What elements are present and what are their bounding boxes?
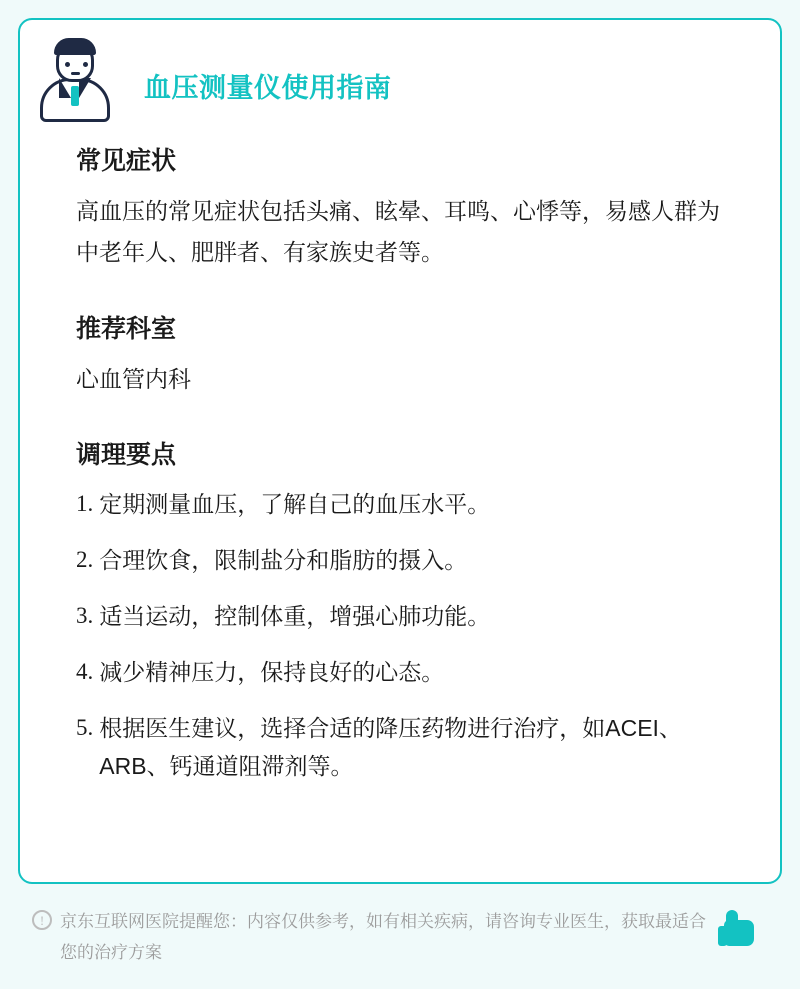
section-body-symptoms: 高血压的常见症状包括头痛、眩晕、耳鸣、心悸等，易感人群为中老年人、肥胖者、有家族史者等。 <box>76 198 720 265</box>
avatar-hair <box>54 38 96 55</box>
guide-card <box>18 18 782 884</box>
section-body-department: 心血管内科 <box>76 366 191 392</box>
list-item <box>76 597 742 635</box>
page-title: 血压测量仪使用指南 <box>144 73 392 103</box>
list-item-number: 2. <box>76 547 94 572</box>
tips-list <box>58 485 742 785</box>
avatar-eye-left <box>65 62 70 67</box>
info-icon: ! <box>32 910 52 930</box>
avatar-eye-right <box>83 62 88 67</box>
list-item <box>76 653 742 691</box>
list-item-text: 根据医生建议，选择合适的降压药物进行治疗，如ACEI、ARB、钙通道阻滞剂等。 <box>99 715 682 779</box>
avatar-mouth <box>71 72 80 75</box>
list-item-text: 合理饮食，限制盐分和脂肪的摄入。 <box>99 547 468 573</box>
disclaimer-text: 京东互联网医院提醒您：内容仅供参考，如有相关疾病，请咨询专业医生，获取最适合您的治疗方案 <box>60 912 706 962</box>
list-item <box>76 709 742 785</box>
thumb-up-palm <box>724 920 754 946</box>
section-heading-tips: 调理要点 <box>76 441 177 469</box>
list-item-number: 1. <box>76 491 94 516</box>
list-item-text: 适当运动，控制体重，增强心肺功能。 <box>99 603 491 629</box>
list-item-text: 减少精神压力，保持良好的心态。 <box>99 659 445 685</box>
thumb-up-cuff <box>718 926 727 946</box>
list-item-number: 5. <box>76 715 94 740</box>
section-heading-department: 推荐科室 <box>76 315 177 343</box>
list-item-number: 4. <box>76 659 94 684</box>
disclaimer-footer <box>18 884 782 968</box>
list-item <box>76 541 742 579</box>
avatar-tie <box>71 86 79 106</box>
doctor-avatar-icon <box>32 34 118 120</box>
list-item-number: 3. <box>76 603 94 628</box>
section-heading-symptoms: 常见症状 <box>76 147 177 175</box>
thumbs-up-icon[interactable] <box>716 908 760 952</box>
list-item <box>76 485 742 523</box>
list-item-text: 定期测量血压，了解自己的血压水平。 <box>99 491 491 517</box>
